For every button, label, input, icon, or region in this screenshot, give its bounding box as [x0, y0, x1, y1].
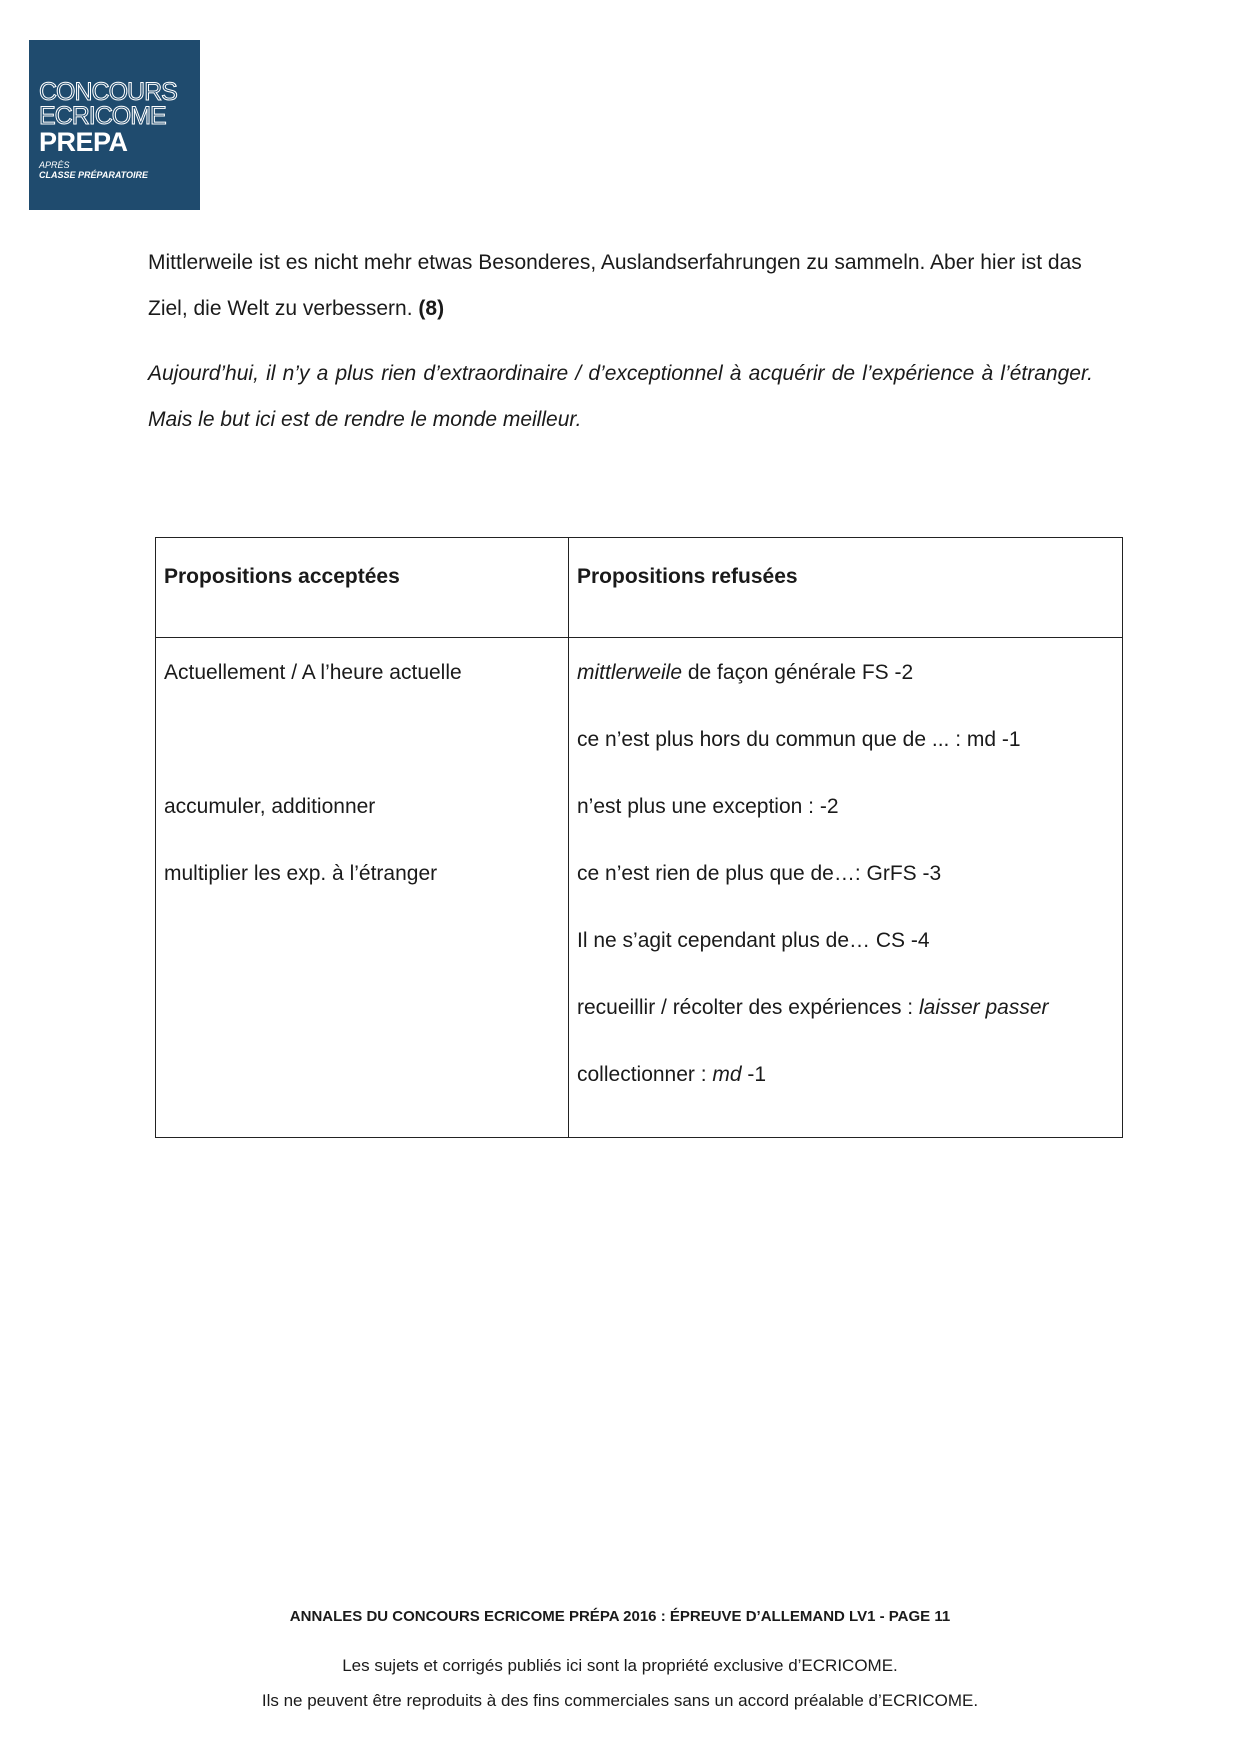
refused-item-text: collectionner :: [577, 1063, 713, 1086]
table-header-row: [156, 538, 1123, 638]
item-number: (8): [418, 297, 445, 320]
german-text: Mittlerweile ist es nicht mehr etwas Besonderes, Auslandserfahrungen zu sammeln. Aber hier ist das Ziel, die Welt zu verbessern.: [148, 251, 1082, 320]
accepted-item: Actuellement / A l’heure actuelle: [164, 661, 462, 684]
refused-item-italic: md: [712, 1063, 742, 1086]
refused-item-text: de façon générale FS -2: [682, 661, 914, 684]
refused-item: [577, 1062, 1122, 1129]
ecricome-logo: [29, 40, 200, 210]
logo-line-prepa: PREPA: [39, 127, 128, 157]
refused-item: [577, 660, 1122, 727]
refused-item: [577, 995, 1122, 1062]
refused-item: ce n’est rien de plus que de…: GrFS -3: [577, 862, 942, 885]
refused-item-italic: mittlerweile: [577, 661, 683, 684]
refused-item-tail: -1: [741, 1063, 767, 1086]
footer-notice-1: Les sujets et corrigés publiés ici sont la propriété exclusive d’ECRICOME.: [342, 1656, 898, 1675]
french-translation: Aujourd’hui, il n’y a plus rien d’extraordinaire / d’exceptionnel à acquérir de l’expérience à l’étranger. Mais le but ici est de rendre le monde meilleur.: [148, 362, 1093, 431]
footer-notice-2: Ils ne peuvent être reproduits à des fins commerciales sans un accord préalable d’ECRICOME.: [261, 1691, 979, 1710]
accepted-item: [164, 727, 568, 794]
accepted-item: multiplier les exp. à l’étranger: [164, 862, 438, 885]
table-body-row: [156, 638, 1123, 1138]
accepted-item: accumuler, additionner: [164, 795, 376, 818]
logo-line-concours: CONCOURS: [39, 78, 177, 106]
footer-title: ANNALES DU CONCOURS ECRICOME PRÉPA 2016 : ÉPREUVE D’ALLEMAND LV1 - PAGE 11: [289, 1608, 951, 1625]
logo-line-classe: CLASSE PRÉPARATOIRE: [39, 170, 149, 180]
refused-item: ce n’est plus hors du commun que de ... : md -1: [577, 728, 1021, 751]
refused-item-italic: laisser passer: [918, 996, 1049, 1019]
header-accepted: Propositions acceptées: [156, 538, 569, 638]
refused-item: n’est plus une exception : -2: [577, 795, 839, 818]
refused-item: Il ne s’agit cependant plus de… CS -4: [577, 929, 930, 952]
refused-column: [569, 638, 1123, 1138]
header-refused: Propositions refusées: [569, 538, 1123, 638]
accepted-column: [156, 638, 569, 1138]
logo-line-apres: APRÈS: [39, 160, 70, 170]
logo-line-ecricome: ECRICOME: [39, 102, 166, 130]
propositions-table: [155, 537, 1123, 1138]
refused-item-text: recueillir / récolter des expériences :: [577, 996, 919, 1019]
german-passage: [148, 240, 1093, 332]
